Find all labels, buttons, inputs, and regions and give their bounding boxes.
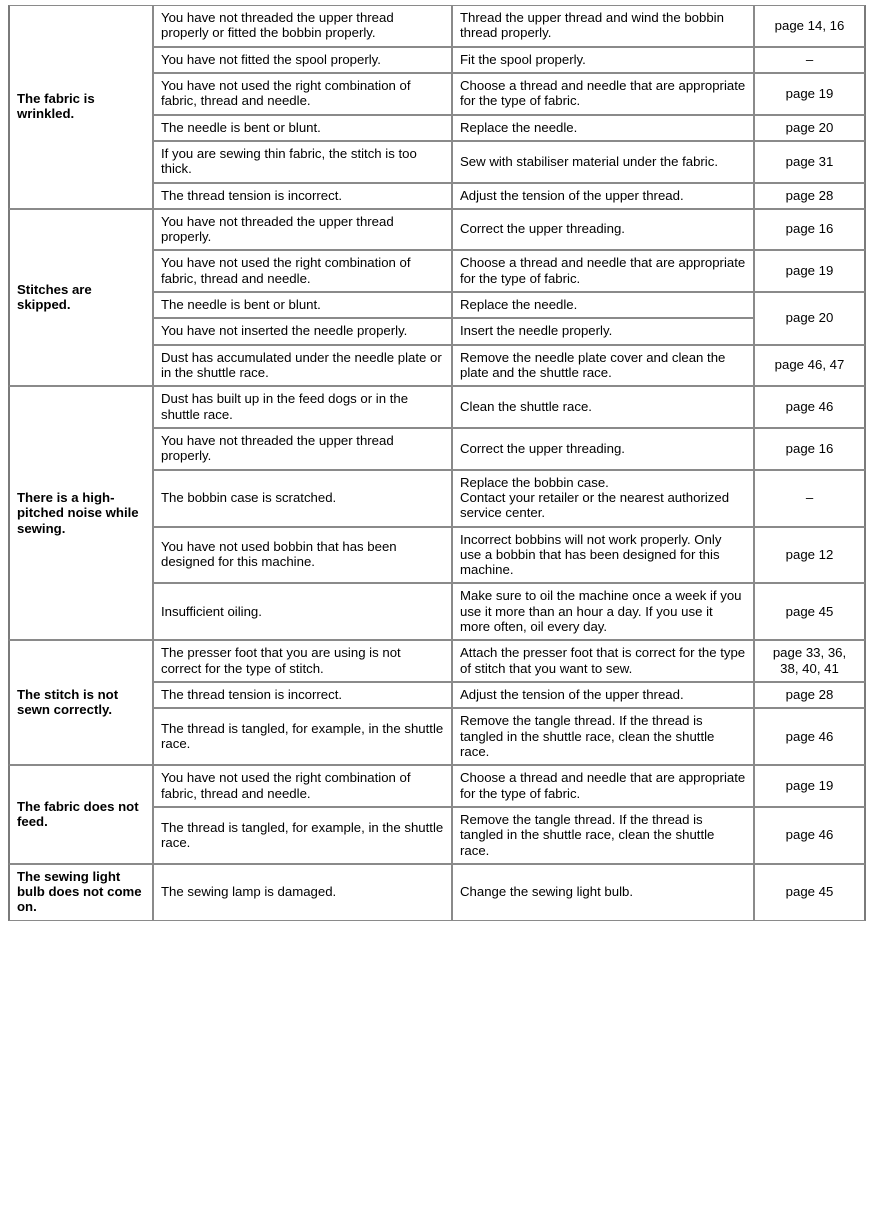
symptom-cell: There is a high-pitched noise while sewing. [8, 386, 153, 640]
page-reference-cell: page 45 [754, 864, 866, 921]
page-reference-cell: page 46 [754, 708, 866, 765]
page-reference-cell: page 19 [754, 73, 866, 115]
cause-cell: The thread tension is incorrect. [153, 183, 452, 209]
table-row [8, 765, 866, 807]
cause-cell: You have not threaded the upper thread properly. [153, 209, 452, 251]
page-reference-cell: page 33, 36, 38, 40, 41 [754, 640, 866, 682]
cause-cell: The needle is bent or blunt. [153, 292, 452, 318]
cause-cell: You have not threaded the upper thread properly or fitted the bobbin properly. [153, 5, 452, 47]
remedy-cell: Make sure to oil the machine once a week if you use it more than an hour a day. If you use it more often, oil every day. [452, 583, 754, 640]
cause-cell: You have not used bobbin that has been designed for this machine. [153, 527, 452, 584]
symptom-cell: The fabric is wrinkled. [8, 5, 153, 209]
symptom-cell: The stitch is not sewn correctly. [8, 640, 153, 765]
cause-cell: The thread is tangled, for example, in the shuttle race. [153, 708, 452, 765]
page-reference-cell: page 19 [754, 765, 866, 807]
table-row [8, 864, 866, 921]
remedy-cell: Sew with stabiliser material under the fabric. [452, 141, 754, 183]
remedy-cell: Change the sewing light bulb. [452, 864, 754, 921]
remedy-cell: Replace the bobbin case. Contact your retailer or the nearest authorized service center. [452, 470, 754, 527]
cause-cell: The bobbin case is scratched. [153, 470, 452, 527]
remedy-cell: Choose a thread and needle that are appropriate for the type of fabric. [452, 250, 754, 292]
remedy-cell: Remove the needle plate cover and clean the plate and the shuttle race. [452, 345, 754, 387]
remedy-cell: Replace the needle. [452, 115, 754, 141]
cause-cell: You have not inserted the needle properly. [153, 318, 452, 344]
table-row [8, 640, 866, 682]
page-reference-cell: page 46 [754, 386, 866, 428]
remedy-cell: Correct the upper threading. [452, 209, 754, 251]
remedy-cell: Incorrect bobbins will not work properly. Only use a bobbin that has been designed for this machine. [452, 527, 754, 584]
cause-cell: Dust has built up in the feed dogs or in the shuttle race. [153, 386, 452, 428]
symptom-cell: The fabric does not feed. [8, 765, 153, 864]
page-reference-cell: page 46 [754, 807, 866, 864]
page-reference-cell: page 14, 16 [754, 5, 866, 47]
page-reference-cell: page 16 [754, 428, 866, 470]
cause-cell: Dust has accumulated under the needle plate or in the shuttle race. [153, 345, 452, 387]
page-reference-cell: page 45 [754, 583, 866, 640]
cause-cell: The sewing lamp is damaged. [153, 864, 452, 921]
symptom-cell: Stitches are skipped. [8, 209, 153, 387]
remedy-cell: Remove the tangle thread. If the thread is tangled in the shuttle race, clean the shuttle race. [452, 708, 754, 765]
remedy-cell: Attach the presser foot that is correct for the type of stitch that you want to sew. [452, 640, 754, 682]
page-reference-cell: page 20 [754, 292, 866, 345]
cause-cell: You have not threaded the upper thread properly. [153, 428, 452, 470]
page-reference-cell: page 12 [754, 527, 866, 584]
cause-cell: You have not used the right combination of fabric, thread and needle. [153, 250, 452, 292]
symptom-cell: The sewing light bulb does not come on. [8, 864, 153, 921]
page-reference-cell: – [754, 470, 866, 527]
page-reference-cell: page 31 [754, 141, 866, 183]
cause-cell: You have not fitted the spool properly. [153, 47, 452, 73]
table-row [8, 5, 866, 47]
remedy-cell: Choose a thread and needle that are appropriate for the type of fabric. [452, 765, 754, 807]
remedy-cell: Clean the shuttle race. [452, 386, 754, 428]
remedy-cell: Thread the upper thread and wind the bobbin thread properly. [452, 5, 754, 47]
table-row [8, 209, 866, 251]
remedy-cell: Adjust the tension of the upper thread. [452, 183, 754, 209]
remedy-cell: Remove the tangle thread. If the thread is tangled in the shuttle race, clean the shuttle race. [452, 807, 754, 864]
remedy-cell: Fit the spool properly. [452, 47, 754, 73]
cause-cell: You have not used the right combination of fabric, thread and needle. [153, 765, 452, 807]
remedy-cell: Correct the upper threading. [452, 428, 754, 470]
troubleshooting-table [8, 5, 866, 921]
page-reference-cell: page 20 [754, 115, 866, 141]
table-row [8, 386, 866, 428]
page-reference-cell: page 16 [754, 209, 866, 251]
table-body [8, 5, 866, 921]
page-reference-cell: page 28 [754, 682, 866, 708]
remedy-cell: Choose a thread and needle that are appropriate for the type of fabric. [452, 73, 754, 115]
remedy-cell: Replace the needle. [452, 292, 754, 318]
cause-cell: If you are sewing thin fabric, the stitch is too thick. [153, 141, 452, 183]
page-reference-cell: – [754, 47, 866, 73]
cause-cell: The thread is tangled, for example, in the shuttle race. [153, 807, 452, 864]
remedy-cell: Insert the needle properly. [452, 318, 754, 344]
cause-cell: The presser foot that you are using is not correct for the type of stitch. [153, 640, 452, 682]
page-reference-cell: page 19 [754, 250, 866, 292]
cause-cell: Insufficient oiling. [153, 583, 452, 640]
remedy-cell: Adjust the tension of the upper thread. [452, 682, 754, 708]
cause-cell: The thread tension is incorrect. [153, 682, 452, 708]
page-reference-cell: page 46, 47 [754, 345, 866, 387]
cause-cell: You have not used the right combination of fabric, thread and needle. [153, 73, 452, 115]
page-reference-cell: page 28 [754, 183, 866, 209]
cause-cell: The needle is bent or blunt. [153, 115, 452, 141]
